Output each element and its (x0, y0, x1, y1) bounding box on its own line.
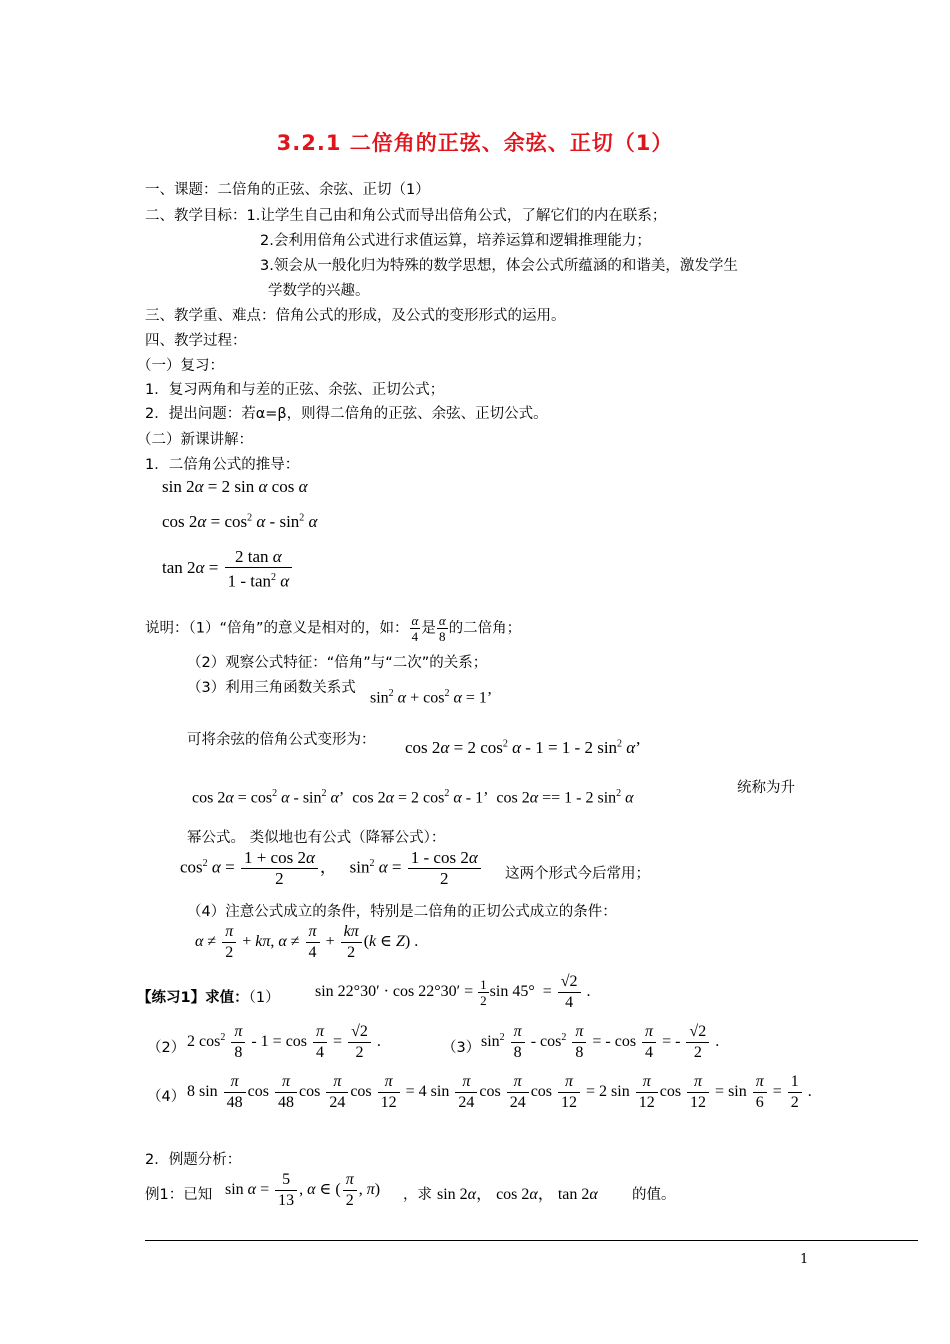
exercise-4-expression: 8 sin $\frac{\pi}{48}$ cos $\frac{\pi}{48}$ cos $\frac{\pi}{24}$ cos $\frac{\pi}{12}$ = 4 sin $\frac{\pi}{24}$ cos $\frac{\pi}{24}$ cos $\frac{\pi}{12}$ = 2 sin $\frac{\pi}{12}$ cos $\frac{\pi}{12}$ = sin $\frac{\pi}{6}$ = $\frac{1}{2}$ . (187, 1073, 812, 1111)
derivation-heading: 1．二倍角公式的推导： (145, 457, 300, 473)
exercise-1-label (137, 986, 280, 1007)
teaching-goal-1: 二、教学目标：1.让学生自己由和角公式而导出倍角公式，了解它们的内在联系； (145, 208, 667, 224)
page-title: 3.2.1 二倍角的正弦、余弦、正切（1） (276, 131, 674, 155)
note-4-text: 可将余弦的倍角公式变形为： (187, 732, 376, 748)
raising-power-formulas: $\cos 2\alpha = \cos^2 \alpha - \sin^2 \alpha$’ cos 2α = 2 $\cos^2 \alpha - 1$’ cos 2α == 1 - 2 $\sin^2 \alpha$ (192, 788, 634, 807)
exercise-2-expression: 2 $\cos^2$ $\frac{\pi}{8}$ - 1 = cos $\frac{\pi}{4}$ = $\frac{√2}{2}$ . (187, 1023, 381, 1061)
exercise-3-expression: $\sin^2$ $\frac{\pi}{8}$ - $\cos^2$ $\frac{\pi}{8}$ = - cos $\frac{\pi}{4}$ = - $\frac{√2}{2}$ . (481, 1023, 720, 1061)
exercise-1-num: （1） (248, 990, 280, 1006)
example-1-mid: ，求 (403, 1187, 432, 1203)
note-1-end: 的二倍角； (448, 620, 522, 637)
cos-double-angle-formula: $\cos 2\alpha = \cos^2 \alpha - \sin^2 \alpha$ (162, 512, 318, 531)
teaching-process-heading: 四、教学过程： (145, 333, 247, 349)
exercise-1-expression: sin 22°30′ · cos 22°30′ = $\frac{1}{2}$ sin 45° = $\frac{√2}{4}$ . (315, 973, 591, 1011)
power-reducing-formulas: $\cos^2 \alpha$ = $\frac{1 + \cos 2\alpha}{2}$ ， $\sin^2 \alpha$ = $\frac{1 - \cos 2\alpha}{2}$ (180, 848, 483, 889)
key-points: 三、教学重、难点：倍角公式的形成，及公式的变形形式的运用。 (145, 308, 566, 324)
teaching-goal-2: 2.会利用倍角公式进行求值运算，培养运算和逻辑推理能力； (260, 233, 651, 249)
example-1-pre: 例1：已知 (145, 1187, 213, 1203)
lesson-topic: 一、课题：二倍角的正弦、余弦、正切（1） (145, 182, 430, 198)
teaching-goal-3-cont: 学数学的兴趣。 (268, 283, 370, 299)
new-lesson-heading: （二）新课讲解： (137, 432, 253, 448)
tan-condition: α ≠ $\frac{\pi}{2}$ + kπ, α ≠ $\frac{\pi}{4}$ + $\frac{k\pi}{2}$ (k ∈ Z) . (195, 923, 419, 961)
sin-double-angle-formula: sin 2α = 2 sin α cos α (162, 477, 308, 496)
alpha-over-4: $\frac{\alpha}{4}$ (411, 613, 419, 644)
exercise-2-num: （2） (147, 1040, 186, 1056)
alpha-over-8: $\frac{\alpha}{8}$ (438, 613, 446, 644)
example-1-end: 的值。 (632, 1187, 676, 1203)
example-1-targets: sin 2α， cos 2α， tan 2α (437, 1186, 598, 1203)
exercise-4-num: （4） (147, 1089, 186, 1105)
pythagorean-identity: $\sin^2 \alpha + \cos^2 \alpha = 1$’ (370, 688, 493, 707)
example-heading: 2．例题分析： (145, 1152, 242, 1168)
note-3-text: （3）利用三角函数关系式 (187, 680, 356, 696)
cos-double-angle-variants: cos 2α = 2 $\cos^2 \alpha - 1 = 1 - 2$ $\sin^2 \alpha$’ (405, 738, 641, 757)
review-item-1: 1．复习两角和与差的正弦、余弦、正切公式； (145, 382, 445, 398)
note-7-end: 这两个形式今后常用； (505, 866, 650, 882)
tan-double-angle-formula: tan 2α = $\frac{\text{2 tan α}}{1 - \tan^2 \alpha}$ (162, 547, 294, 592)
note-1-shi: 是 (421, 620, 436, 637)
note-2: （2）观察公式特征：“倍角”与“二次”的关系； (187, 655, 488, 671)
note-6: 幂公式。 类似地也有公式（降幂公式）： (187, 830, 446, 846)
review-heading: （一）复习： (137, 358, 224, 374)
exercise-label: 【练习1】求值： (137, 990, 249, 1006)
note-8: （4）注意公式成立的条件，特别是二倍角的正切公式成立的条件： (187, 904, 617, 920)
teaching-goal-3: 3.领会从一般化归为特殊的数学思想，体会公式所蕴涵的和谐美，激发学生 (260, 258, 738, 274)
exercise-3-num: （3） (442, 1040, 481, 1056)
page-number: 1 (800, 1252, 809, 1267)
example-1-given: sin α = $\frac{5}{13}$ , α ∈ ( $\frac{\pi}{2}$ , π) (225, 1171, 381, 1209)
note-5-end: 统称为升 (737, 780, 795, 796)
review-item-2: 2．提出问题：若α=β，则得二倍角的正弦、余弦、正切公式。 (145, 406, 548, 422)
note-1-text: 说明：（1）“倍角”的意义是相对的，如： (145, 620, 409, 637)
note-1 (145, 613, 521, 644)
footer-divider (145, 1240, 918, 1241)
